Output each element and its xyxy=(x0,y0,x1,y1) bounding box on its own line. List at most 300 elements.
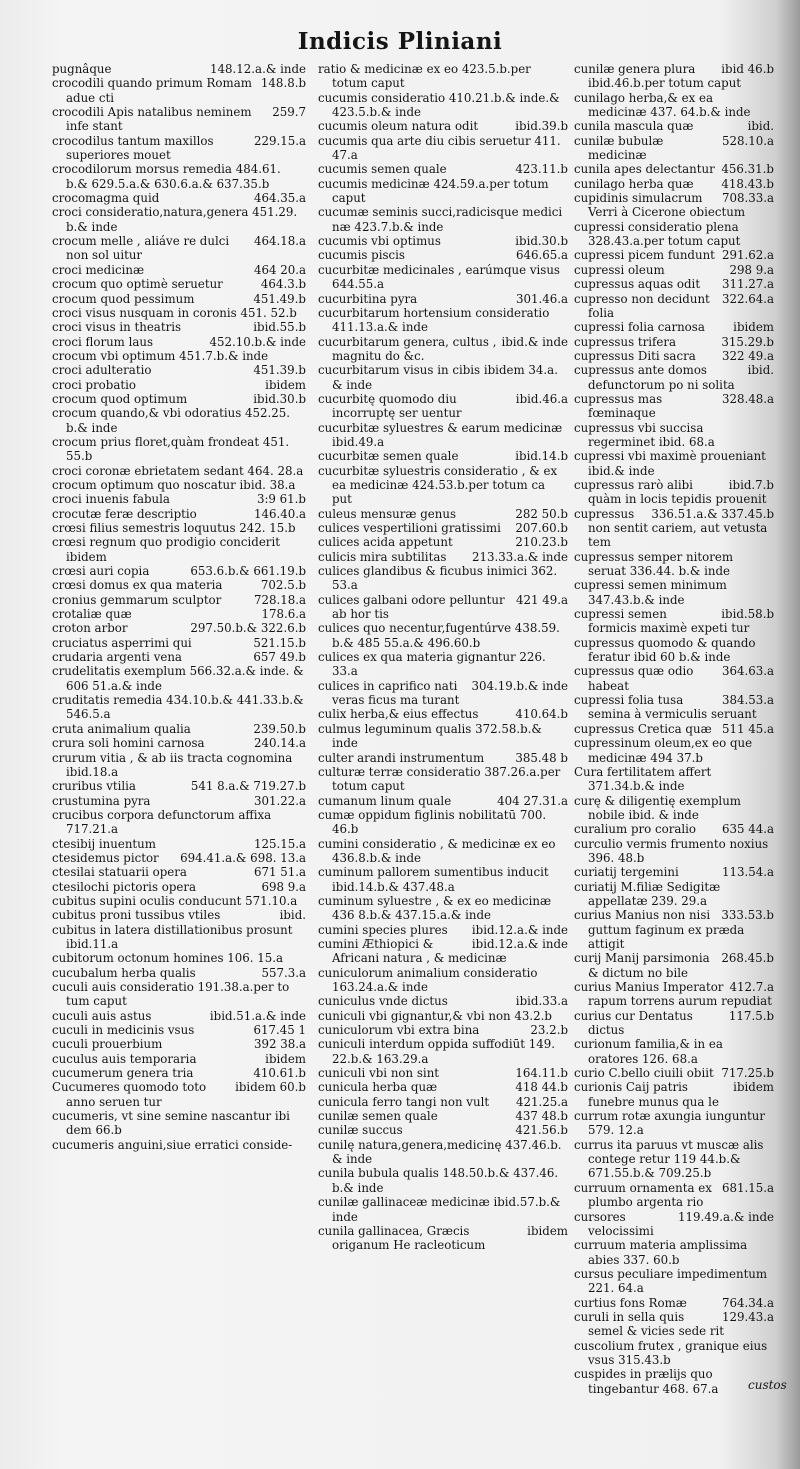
index-entry-text: culices in caprifico nati veras ficus ma turant xyxy=(318,678,460,708)
index-entry-text: crocodili Apis natalibus neminem infe stant xyxy=(52,105,252,134)
index-entry-reference: ibidem xyxy=(527,1223,568,1238)
index-entry-reference: ibid.58.b xyxy=(721,607,774,622)
index-entry-reference: 728.18.a xyxy=(253,592,306,607)
index-entry-text: cunilę natura,genera,medicinę 437.46.b. & inde xyxy=(318,1137,562,1167)
index-entry-text: cunila gallinacea, Græcis origanum He racleoticum xyxy=(318,1223,486,1253)
index-entry-text: cucumeris anguini,siue erratici conside- xyxy=(52,1137,293,1152)
index-entry-text: culmus leguminum qualis 372.58.b.& inde xyxy=(318,721,542,751)
index-entry-reference: 702.5.b xyxy=(260,578,306,593)
index-entry-text: curę & diligentię exemplum nobile ibid. & inde xyxy=(574,793,741,822)
index-entry-text: cupressus Diti sacra xyxy=(574,348,696,363)
index-entry xyxy=(574,578,774,607)
index-entry xyxy=(574,951,774,980)
index-entry xyxy=(52,1023,306,1037)
index-entry xyxy=(52,521,306,535)
index-entry xyxy=(52,205,306,234)
index-entry-text: curiatij tergemini xyxy=(574,865,679,880)
index-entry xyxy=(318,449,568,463)
index-entry-reference: 322 49.a xyxy=(721,348,774,363)
index-entry-text: curius cur Dentatus dictus xyxy=(574,1008,693,1038)
index-entry-text: cupressi oleum xyxy=(574,262,665,277)
index-entry-reference: 239.50.b xyxy=(253,721,306,736)
index-entry xyxy=(574,722,774,736)
index-entry xyxy=(52,621,306,635)
index-entry xyxy=(574,980,774,1009)
index-entry-reference: 304.19.b.& inde xyxy=(471,678,568,693)
index-entry-text: Cura fertilitatem affert 371.34.b.& inde xyxy=(574,764,712,794)
index-entry xyxy=(318,507,568,521)
index-entry-text: cucumis consideratio 410.21.b.& inde.& 423.5.b.& inde xyxy=(318,90,560,120)
index-entry-text: cubitus proni tussibus vtiles xyxy=(52,908,221,923)
index-entry-text: cupressinum oleum,ex eo que medicinæ 494 37.b xyxy=(574,736,753,765)
index-entry-text: cubitorum octonum homines 106. 15.a xyxy=(52,951,284,966)
index-entry-reference: ibid.39.b xyxy=(515,119,568,134)
index-entry xyxy=(318,1066,568,1080)
index-entry-reference: 164.11.b xyxy=(515,1066,568,1081)
index-entry xyxy=(574,392,774,421)
index-entry-text: cuniculorum animalium consideratio 163.24.a.& inde xyxy=(318,965,538,994)
index-entry xyxy=(574,177,774,191)
index-entry xyxy=(52,76,306,105)
index-entry-text: cumini Æthiopici & Africani natura , & medicinæ xyxy=(318,936,507,966)
index-entry xyxy=(318,937,568,966)
index-entry xyxy=(574,1109,774,1138)
index-entry xyxy=(318,1023,568,1037)
index-entry-text: cuculi auis consideratio 191.38.a.per to tum caput xyxy=(52,980,290,1009)
index-entry-reference: 528.10.a xyxy=(721,133,774,148)
index-entry xyxy=(574,363,774,392)
index-entry-reference: 657 49.b xyxy=(253,650,306,665)
index-entry xyxy=(574,636,774,665)
index-entry xyxy=(52,306,306,320)
index-entry-text: cupressus semper nitorem seruat 336.44. b.& inde xyxy=(574,549,734,579)
index-entry xyxy=(318,923,568,937)
index-entry-text: cunilæ gallinaceæ medicinæ ibid.57.b.& inde xyxy=(318,1195,561,1224)
index-entry-text: cunila apes delectantur xyxy=(574,162,715,177)
index-entry-reference: 117.5.b xyxy=(728,1008,774,1023)
index-entry-text: cupressus Cretica quæ xyxy=(574,721,712,736)
index-entry-text: crœsi domus ex qua materia xyxy=(52,578,223,593)
index-entry-text: crurum vitia , & ab iis tracta cognomina ibid.18.a xyxy=(52,750,293,779)
index-entry xyxy=(52,894,306,908)
index-entry-reference: 437 48.b xyxy=(515,1109,568,1124)
index-entry xyxy=(574,220,774,249)
index-entry xyxy=(52,1037,306,1051)
index-entry-text: cucumis vbi optimus xyxy=(318,234,441,249)
index-entry xyxy=(574,248,774,262)
index-entry xyxy=(52,751,306,780)
index-entry-reference: 404 27.31.a xyxy=(497,793,568,808)
index-entry xyxy=(574,1238,774,1267)
index-entry-text: cunilæ bubulæ medicinæ xyxy=(574,133,664,163)
index-entry-reference: 385.48 b xyxy=(515,750,568,765)
index-entry xyxy=(574,736,774,765)
index-entry-text: cunilæ genera plura ibid.46.b.per totum caput xyxy=(574,62,742,91)
index-entry-reference: ibid.12.a.& inde xyxy=(471,936,568,951)
index-entry xyxy=(52,478,306,492)
index-entry xyxy=(318,722,568,751)
index-entry-reference: ibidem xyxy=(733,1080,774,1095)
index-entry-reference: ibid.46.a xyxy=(515,391,568,406)
index-entry-text: cunicula ferro tangi non vult xyxy=(318,1094,490,1109)
index-entry xyxy=(52,105,306,134)
index-entry-text: cucurbitarum genera, cultus , magnitu do &c. xyxy=(318,334,497,363)
index-entry xyxy=(574,1339,774,1368)
index-entry-reference: 148.8.b xyxy=(260,76,306,91)
index-entry-text: crocum melle , aliáve re dulci non sol uitur xyxy=(52,234,230,263)
index-entry xyxy=(318,1224,568,1253)
index-entry xyxy=(574,550,774,579)
index-entry xyxy=(318,1109,568,1123)
index-entry-reference: 119.49.a.& inde xyxy=(678,1209,774,1224)
index-entry-reference: 451.39.b xyxy=(253,363,306,378)
index-entry xyxy=(52,966,306,980)
index-entry-reference: ibidem xyxy=(733,320,774,335)
index-entry xyxy=(52,923,306,952)
index-entry-text: cuscolium frutex , granique eius vsus 315.43.b xyxy=(574,1338,768,1367)
index-entry-text: pugnâque xyxy=(52,62,112,76)
index-entry-reference: ibid.51.a.& inde xyxy=(209,1008,306,1023)
index-entry-text: cursores velocissimi xyxy=(574,1209,654,1238)
index-entry xyxy=(574,134,774,163)
index-entry xyxy=(52,392,306,406)
index-entry-reference: 764.34.a xyxy=(721,1295,774,1310)
index-entry xyxy=(318,1195,568,1224)
index-entry-reference: 412.7.a xyxy=(729,980,774,994)
index-entry-text: croci inuenis fabula xyxy=(52,492,170,507)
index-entry xyxy=(318,248,568,262)
index-entry-reference: ibid.12.a.& inde xyxy=(471,922,568,937)
index-entry xyxy=(574,91,774,120)
index-entry xyxy=(52,664,306,693)
index-entry-reference: 384.53.a xyxy=(721,693,774,708)
index-entry xyxy=(318,1123,568,1137)
index-entry xyxy=(574,320,774,334)
index-entry-text: cucurbitarum visus in cibis ibidem 34.a. & inde xyxy=(318,363,558,392)
catchword: custos xyxy=(748,1378,787,1392)
index-entry xyxy=(52,292,306,306)
index-entry-text: cruditatis remedia 434.10.b.& 441.33.b.& 546.5.a xyxy=(52,693,304,722)
index-entry xyxy=(318,363,568,392)
index-entry xyxy=(52,880,306,894)
index-entry xyxy=(318,621,568,650)
index-entry-text: cumæ oppidum figlinis nobilitatū 700. 46.b xyxy=(318,807,547,837)
index-entry-reference: 178.6.a xyxy=(261,607,306,622)
index-entry-reference: 328.48.a xyxy=(721,391,774,406)
index-entry-reference: 464.18.a xyxy=(253,234,306,249)
index-entry-text: ctesilai statuarii opera xyxy=(52,865,187,880)
index-entry xyxy=(318,134,568,163)
index-entry xyxy=(52,263,306,277)
index-entry xyxy=(574,822,774,836)
index-entry xyxy=(318,1095,568,1109)
index-entry xyxy=(52,277,306,291)
index-entry-text: cuniculi interdum oppida suffodiūt 149. 22.b.& 163.29.a xyxy=(318,1037,556,1066)
index-entry xyxy=(318,837,568,866)
index-entry xyxy=(52,162,306,191)
index-entry-text: cruciatus asperrimi qui xyxy=(52,635,192,650)
index-entry-reference: 210.23.b xyxy=(515,535,568,550)
index-entry-text: crocum quod optimum xyxy=(52,391,188,406)
index-entry xyxy=(318,707,568,721)
index-entry-text: crœsi filius semestris loquutus 242. 15.b xyxy=(52,521,296,535)
index-entry-text: cunilæ semen quale xyxy=(318,1109,438,1124)
index-entry-reference: 646.65.a xyxy=(515,248,568,263)
index-entry-reference: ibid.33.a xyxy=(515,994,568,1009)
index-entry-text: curalium pro coralio xyxy=(574,822,697,837)
index-entry xyxy=(574,191,774,220)
index-entry xyxy=(318,966,568,995)
index-entry-reference: ibidem 60.b xyxy=(235,1080,306,1095)
index-entry xyxy=(52,636,306,650)
index-entry-text: cucurbitæ syluestres & earum medicinæ ibid.49.a xyxy=(318,420,563,449)
index-entry xyxy=(574,1210,774,1239)
index-entry-text: crucibus corpora defunctorum affixa 717.21.a xyxy=(52,807,272,837)
index-entry-reference: 717.25.b xyxy=(721,1066,774,1081)
index-entry xyxy=(318,535,568,549)
index-entry xyxy=(52,908,306,922)
index-entry xyxy=(318,464,568,507)
index-entry xyxy=(574,162,774,176)
index-column-right xyxy=(574,62,774,1396)
index-entry-text: culices quo necentur,fugentúrve 438.59. b.& 485 55.a.& 496.60.b xyxy=(318,621,560,650)
index-entry-reference: 297.50.b.& 322.6.b xyxy=(190,621,306,636)
index-entry-text: cupressus vbi succisa regerminet ibid. 68.a xyxy=(574,420,715,449)
index-entry xyxy=(318,894,568,923)
index-entry xyxy=(318,62,568,91)
index-entry-text: cucumis piscis xyxy=(318,248,405,263)
index-entry xyxy=(52,1109,306,1138)
index-entry-text: cunila bubula qualis 148.50.b.& 437.46. b.& inde xyxy=(318,1166,559,1195)
index-entry xyxy=(52,980,306,1009)
index-entry xyxy=(52,1066,306,1080)
index-entry-text: cuniculi vbi non sint xyxy=(318,1066,440,1081)
index-entry xyxy=(318,234,568,248)
index-entry-reference: 418 44.b xyxy=(515,1080,568,1095)
index-entry-text: crustumina pyra xyxy=(52,793,151,808)
index-entry-text: cunilæ succus xyxy=(318,1123,403,1138)
index-entry xyxy=(574,1138,774,1181)
index-entry-text: cucumis oleum natura odit xyxy=(318,119,479,134)
index-entry xyxy=(52,650,306,664)
index-entry-reference: 708.33.a xyxy=(721,191,774,206)
index-entry-reference: 421 49.a xyxy=(515,592,568,607)
index-entry-reference: 315.29.b xyxy=(721,334,774,349)
index-entry-text: crocodilorum morsus remedia 484.61. b.& 629.5.a.& 630.6.a.& 637.35.b xyxy=(52,162,281,191)
index-entry-reference: 464.3.b xyxy=(260,277,306,292)
index-entry-text: cuspides in prælijs quo tingebantur 468. 67.a xyxy=(574,1367,719,1396)
index-entry xyxy=(574,478,774,507)
index-entry-reference: 301.46.a xyxy=(515,291,568,306)
index-entry xyxy=(318,1080,568,1094)
index-entry-reference: 653.6.b.& 661.19.b xyxy=(190,564,306,579)
index-entry-text: culices acida appetunt xyxy=(318,535,453,550)
index-entry-text: culix herba,& eius effectus xyxy=(318,707,479,722)
index-entry-reference: ibid. xyxy=(747,119,774,134)
index-entry xyxy=(52,335,306,349)
index-entry-text: croci florum laus xyxy=(52,334,154,349)
index-entry xyxy=(574,664,774,693)
index-entry-reference: 322.64.a xyxy=(721,291,774,306)
index-entry-text: culturæ terræ consideratio 387.26.a.per totum caput xyxy=(318,764,561,794)
index-entry-text: cupressi folia tusa semina à vermiculis seruant xyxy=(574,693,757,722)
index-entry xyxy=(574,263,774,277)
index-entry-text: ctesibij inuentum xyxy=(52,836,156,851)
index-entry xyxy=(52,234,306,263)
index-entry-text: crocum quando,& vbi odoratius 452.25. b.& inde xyxy=(52,406,291,435)
index-entry-text: crotaliæ quæ xyxy=(52,607,132,622)
index-entry xyxy=(318,205,568,234)
index-entry xyxy=(318,392,568,421)
index-entry xyxy=(52,320,306,334)
index-entry-reference: 146.40.a xyxy=(253,506,306,521)
index-entry xyxy=(52,435,306,464)
index-entry-text: croci consideratio,natura,genera 451.29. b.& inde xyxy=(52,205,298,234)
index-entry xyxy=(318,162,568,176)
index-entry xyxy=(574,880,774,909)
index-entry-text: cucubalum herba qualis xyxy=(52,965,196,980)
index-entry xyxy=(574,1066,774,1080)
index-entry-text: culices vespertilioni gratissimi xyxy=(318,521,501,535)
index-entry-text: cucurbitarum hortensium consideratio 411.13.a.& inde xyxy=(318,305,550,335)
index-entry xyxy=(52,378,306,392)
index-entry xyxy=(574,507,774,550)
index-entry-text: cunicula herba quæ xyxy=(318,1080,438,1095)
index-entry-reference: 511 45.a xyxy=(721,721,774,736)
index-entry-text: cupressi folia carnosa xyxy=(574,320,705,335)
index-entry-reference: 392 38.a xyxy=(253,1037,306,1052)
index-entry-text: cuminum syluestre , & ex eo medicinæ 436 8.b.& 437.15.a.& inde xyxy=(318,893,552,923)
index-entry xyxy=(574,1310,774,1339)
index-entry xyxy=(52,736,306,750)
index-entry xyxy=(574,449,774,478)
index-entry-reference: ibidem xyxy=(265,1051,306,1066)
index-entry-text: cucumis medicinæ 424.59.a.per totum caput xyxy=(318,176,549,206)
index-entry-text: curionum familia,& in ea oratores 126. 68.a xyxy=(574,1037,723,1066)
index-entry-reference: 617.45 1 xyxy=(253,1023,306,1038)
index-entry-reference: 671 51.a xyxy=(253,865,306,880)
index-entry-text: croci visus in theatris xyxy=(52,320,182,335)
index-entry xyxy=(52,865,306,879)
index-entry-text: cuminum pallorem sumentibus inducit ibid.14.b.& 437.48.a xyxy=(318,865,549,894)
index-entry-text: croci probatio xyxy=(52,377,136,392)
index-entry xyxy=(318,550,568,564)
index-entry-text: cupressi picem fundunt xyxy=(574,248,715,263)
index-entry-text: curionis Caij patris funebre munus qua le xyxy=(574,1080,719,1109)
index-entry-text: croci coronæ ebrietatem sedant 464. 28.a xyxy=(52,463,304,478)
index-entry xyxy=(52,1009,306,1023)
index-entry xyxy=(52,535,306,564)
index-entry-reference: 456.31.b xyxy=(721,162,774,177)
index-entry xyxy=(318,751,568,765)
index-entry-reference: 333.53.b xyxy=(721,908,774,923)
index-entry-text: culices glandibus & ficubus inimici 362. 53.a xyxy=(318,564,558,593)
index-entry-text: cursus peculiare impedimentum 221. 64.a xyxy=(574,1266,768,1296)
index-entry-text: crocum optimum quo noscatur ibid. 38.a xyxy=(52,477,296,492)
index-entry xyxy=(574,119,774,133)
index-entry-reference: 423.11.b xyxy=(515,162,568,177)
index-entry-text: curruum materia amplissima abies 337. 60.b xyxy=(574,1238,748,1267)
index-entry xyxy=(574,349,774,363)
index-entry-text: culices galbani odore pelluntur ab hor tis xyxy=(318,592,505,622)
index-entry xyxy=(574,837,774,866)
index-entry xyxy=(52,363,306,377)
index-entry-text: cupressus non sentit cariem, aut vetusta tem xyxy=(574,506,768,550)
index-entry xyxy=(52,951,306,965)
index-entry-text: crocum quod pessimum xyxy=(52,291,195,306)
index-entry xyxy=(52,464,306,478)
index-entry-reference: ibid 46.b xyxy=(721,62,774,76)
index-entry-reference: ibid.30.b xyxy=(515,234,568,249)
index-entry xyxy=(318,1138,568,1167)
index-entry xyxy=(318,335,568,364)
index-entry-reference: ibid. xyxy=(747,363,774,378)
index-entry-text: cupressus rarò alibi quàm in locis tepidis prouenit xyxy=(574,477,767,507)
index-entry-reference: 240.14.a xyxy=(253,736,306,751)
index-entry xyxy=(574,335,774,349)
index-entry xyxy=(52,349,306,363)
index-entry xyxy=(574,62,774,91)
index-entry xyxy=(318,119,568,133)
index-entry-text: crocum vbi optimum 451.7.b.& inde xyxy=(52,348,269,363)
index-entry xyxy=(52,593,306,607)
index-entry-reference: 129.43.a xyxy=(721,1309,774,1324)
index-entry xyxy=(574,1367,774,1396)
index-entry xyxy=(52,1138,306,1152)
index-entry xyxy=(574,693,774,722)
index-entry-text: cunilago herba quæ xyxy=(574,176,694,191)
index-entry-reference: 635 44.a xyxy=(721,822,774,837)
index-entry-reference: 681.15.a xyxy=(721,1180,774,1195)
index-entry-text: currum rotæ axungia iunguntur 579. 12.a xyxy=(574,1109,766,1138)
index-entry-reference: 23.2.b xyxy=(530,1023,568,1038)
index-entry-text: culter arandi instrumentum xyxy=(318,750,485,765)
index-entry xyxy=(318,292,568,306)
index-entry-text: cucumeris, vt sine semine nascantur ibi dem 66.b xyxy=(52,1109,290,1138)
index-entry xyxy=(574,794,774,823)
index-entry-text: crœsi regnum quo prodigio conciderit ibidem xyxy=(52,535,280,564)
index-entry-text: cruribus vtilia xyxy=(52,779,136,794)
index-entry-text: crocum quo optimè seruetur xyxy=(52,277,223,292)
index-entry xyxy=(574,277,774,291)
index-entry-text: culicis mira subtilitas xyxy=(318,549,447,564)
index-entry-reference: 298 9.a xyxy=(729,262,774,277)
index-entry-text: cupressi consideratio plena 328.43.a.per totum caput xyxy=(574,219,741,249)
index-entry-reference: ibid.30.b xyxy=(253,391,306,406)
index-entry-reference: 464 20.a xyxy=(253,262,306,277)
index-entry-text: Cucumeres quomodo toto anno seruen tur xyxy=(52,1080,207,1109)
index-entry xyxy=(52,837,306,851)
index-entry xyxy=(318,91,568,120)
index-entry-text: croci visus nusquam in coronis 451. 52.b xyxy=(52,305,297,320)
index-entry-text: cuniculi vbi gignantur,& vbi non 43.2.b xyxy=(318,1008,552,1023)
index-entry-text: cunila mascula quæ xyxy=(574,119,694,134)
index-entry-text: cupressus quomodo & quando feratur ibid 60 b.& inde xyxy=(574,635,756,665)
index-entry-text: cunilago herba,& ex ea medicinæ 437. 64.b.& inde xyxy=(574,90,751,120)
index-entry xyxy=(52,722,306,736)
index-entry xyxy=(52,693,306,722)
index-entry xyxy=(52,564,306,578)
index-entry-text: cumini species plures xyxy=(318,922,448,937)
index-entry-text: curius Manius Imperator rapum torrens aurum repudiat xyxy=(574,980,772,1009)
index-entry xyxy=(574,421,774,450)
index-entry-reference: 301.22.a xyxy=(253,793,306,808)
index-entry-text: cucumerum genera tria xyxy=(52,1066,194,1081)
page-title: Indicis Pliniani xyxy=(297,28,503,55)
index-entry-reference: 464.35.a xyxy=(253,191,306,206)
index-entry-reference: 311.27.a xyxy=(721,277,774,292)
index-entry-reference: 694.41.a.& 698. 13.a xyxy=(180,850,306,865)
